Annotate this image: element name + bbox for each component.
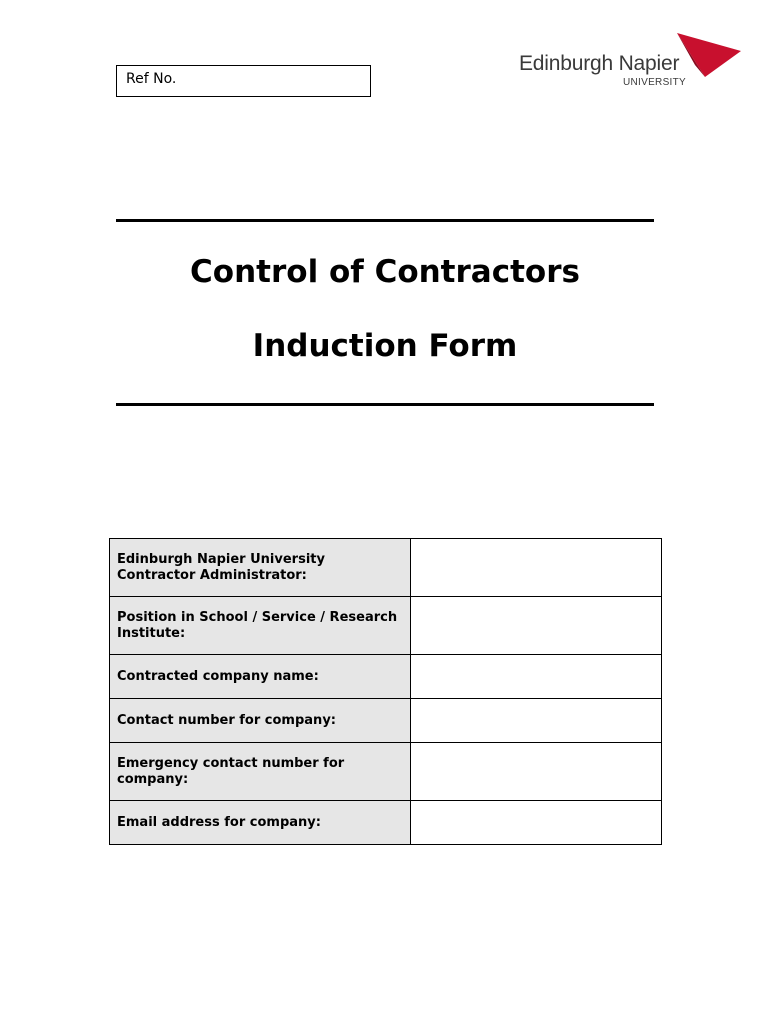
ref-no-label: Ref No. — [126, 71, 177, 87]
page-subtitle: Induction Form — [252, 328, 518, 364]
table-row — [110, 699, 662, 743]
page-title: Control of Contractors — [190, 254, 580, 290]
table-row — [110, 597, 662, 655]
ref-no-field[interactable] — [116, 65, 371, 97]
table-row — [110, 743, 662, 801]
administrator-field[interactable] — [411, 539, 662, 597]
position-field[interactable] — [411, 597, 662, 655]
row-label: Email address for company: — [110, 801, 411, 845]
table-row — [110, 539, 662, 597]
emergency-contact-field[interactable] — [411, 743, 662, 801]
logo-wordmark: Edinburgh Napier — [519, 52, 680, 75]
top-divider — [116, 219, 654, 222]
email-field[interactable] — [411, 801, 662, 845]
contractor-details-table — [109, 538, 662, 845]
contact-number-field[interactable] — [411, 699, 662, 743]
row-label: Edinburgh Napier University Contractor Administrator: — [110, 539, 411, 597]
row-label: Contracted company name: — [110, 655, 411, 699]
company-name-field[interactable] — [411, 655, 662, 699]
row-label: Contact number for company: — [110, 699, 411, 743]
table-row — [110, 801, 662, 845]
table-row — [110, 655, 662, 699]
bottom-divider — [116, 403, 654, 406]
row-label: Emergency contact number for company: — [110, 743, 411, 801]
university-logo — [515, 30, 745, 90]
red-triangle-flag-icon — [675, 33, 741, 77]
logo-subtitle: UNIVERSITY — [623, 77, 687, 88]
row-label: Position in School / Service / Research Institute: — [110, 597, 411, 655]
